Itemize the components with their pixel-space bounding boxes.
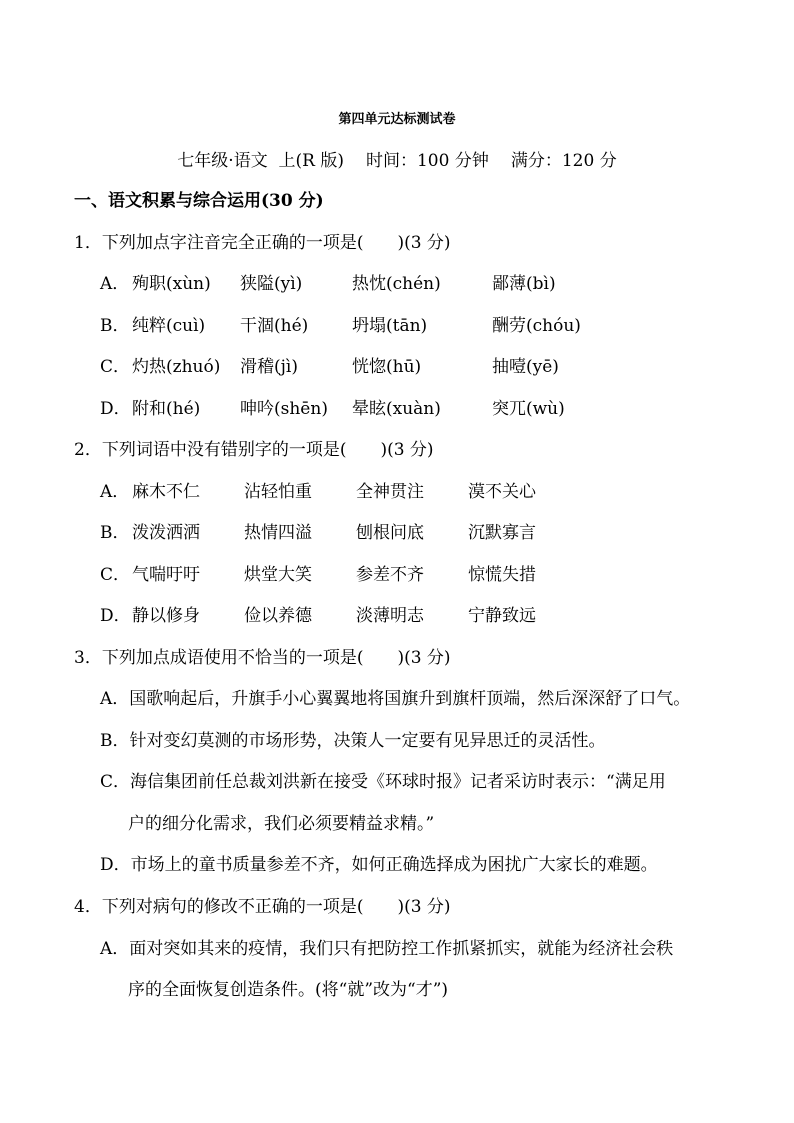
q2-option-d [100, 604, 578, 628]
section-heading: 一、语文积累与综合运用(30 分) [74, 191, 324, 211]
option-word: 漠不关心 [468, 482, 536, 502]
option-word: 抽噎(yē) [492, 357, 559, 377]
q4-option-a: A．面对突如其来的疫情，我们只有把防控工作抓紧抓实，就能为经济社会秩 [100, 939, 674, 959]
q1-option-b [100, 314, 602, 338]
q2-option-c [100, 563, 578, 587]
option-word: 酬劳(chóu) [492, 316, 581, 336]
q3-option-d: D．市场上的童书质量参差不齐，如何正确选择成为困扰广大家长的难题。 [100, 855, 658, 875]
option-word: 殉职(xùn) [132, 274, 211, 294]
option-word: 坍塌(tān) [352, 316, 428, 336]
q1-option-d [100, 397, 602, 421]
option-word: 恍惚(hū) [352, 357, 422, 377]
option-word: 狭隘(yì) [240, 274, 303, 294]
option-label: D． [100, 399, 131, 419]
option-word: 沉默寡言 [468, 523, 536, 543]
q3-option-b: B．针对变幻莫测的市场形势，决策人一定要有见异思迁的灵活性。 [100, 731, 606, 751]
q3-option-c-continued: 户的细分化需求，我们必须要精益求精。” [128, 814, 435, 834]
question-4-stem: 4．下列对病句的修改不正确的一项是( )(3 分) [74, 897, 451, 917]
q2-option-a [100, 480, 578, 504]
option-word: 刨根问底 [356, 523, 424, 543]
option-label: A． [100, 274, 130, 294]
time-info: 时间：100 分钟 [365, 151, 489, 171]
option-label: B． [100, 316, 130, 336]
option-word: 晕眩(xuàn) [352, 399, 441, 419]
option-word: 鄙薄(bì) [492, 274, 556, 294]
q4-option-a-continued: 序的全面恢复创造条件。(将“就”改为“才”) [128, 980, 449, 1000]
option-word: 淡薄明志 [356, 606, 424, 626]
option-word: 干涸(hé) [240, 316, 309, 336]
question-1-stem: 1．下列加点字注音完全正确的一项是( )(3 分) [74, 233, 451, 253]
option-word: 沾轻怕重 [244, 482, 312, 502]
option-label: D． [100, 606, 131, 626]
option-word: 纯粹(cuì) [132, 316, 206, 336]
option-label: C． [100, 565, 131, 585]
option-label: C． [100, 357, 131, 377]
grade-info: 七年级·语文 上(R 版) [177, 151, 344, 171]
option-word: 静以修身 [132, 606, 200, 626]
option-label: B． [100, 523, 130, 543]
question-2-stem: 2．下列词语中没有错别字的一项是( )(3 分) [74, 440, 434, 460]
option-word: 参差不齐 [356, 565, 424, 585]
q3-option-c: C．海信集团前任总裁刘洪新在接受《环球时报》记者采访时表示：“满足用 [100, 772, 666, 792]
question-3-stem: 3．下列加点成语使用不恰当的一项是( )(3 分) [74, 648, 451, 668]
option-word: 泼泼洒洒 [132, 523, 200, 543]
option-word: 惊慌失措 [468, 565, 536, 585]
option-word: 麻木不仁 [132, 482, 200, 502]
option-word: 突兀(wù) [492, 399, 565, 419]
option-word: 呻吟(shēn) [240, 399, 328, 419]
q2-option-b [100, 521, 578, 545]
option-word: 烘堂大笑 [244, 565, 312, 585]
option-word: 灼热(zhuó) [132, 357, 221, 377]
q1-option-a [100, 272, 602, 296]
score-info: 满分：120 分 [510, 151, 617, 171]
option-word: 宁静致远 [468, 606, 536, 626]
option-word: 附和(hé) [132, 399, 201, 419]
option-word: 气喘吁吁 [132, 565, 200, 585]
option-label: A． [100, 482, 130, 502]
option-word: 俭以养德 [244, 606, 312, 626]
option-word: 热忱(chén) [352, 274, 441, 294]
q3-option-a: A．国歌响起后，升旗手小心翼翼地将国旗升到旗杆顶端，然后深深舒了口气。 [100, 689, 691, 709]
option-word: 热情四溢 [244, 523, 312, 543]
option-word: 滑稽(jì) [240, 357, 298, 377]
exam-title: 第四单元达标测试卷 [338, 112, 456, 127]
option-word: 全神贯注 [356, 482, 424, 502]
exam-subtitle [0, 146, 794, 171]
q1-option-c [100, 355, 602, 379]
